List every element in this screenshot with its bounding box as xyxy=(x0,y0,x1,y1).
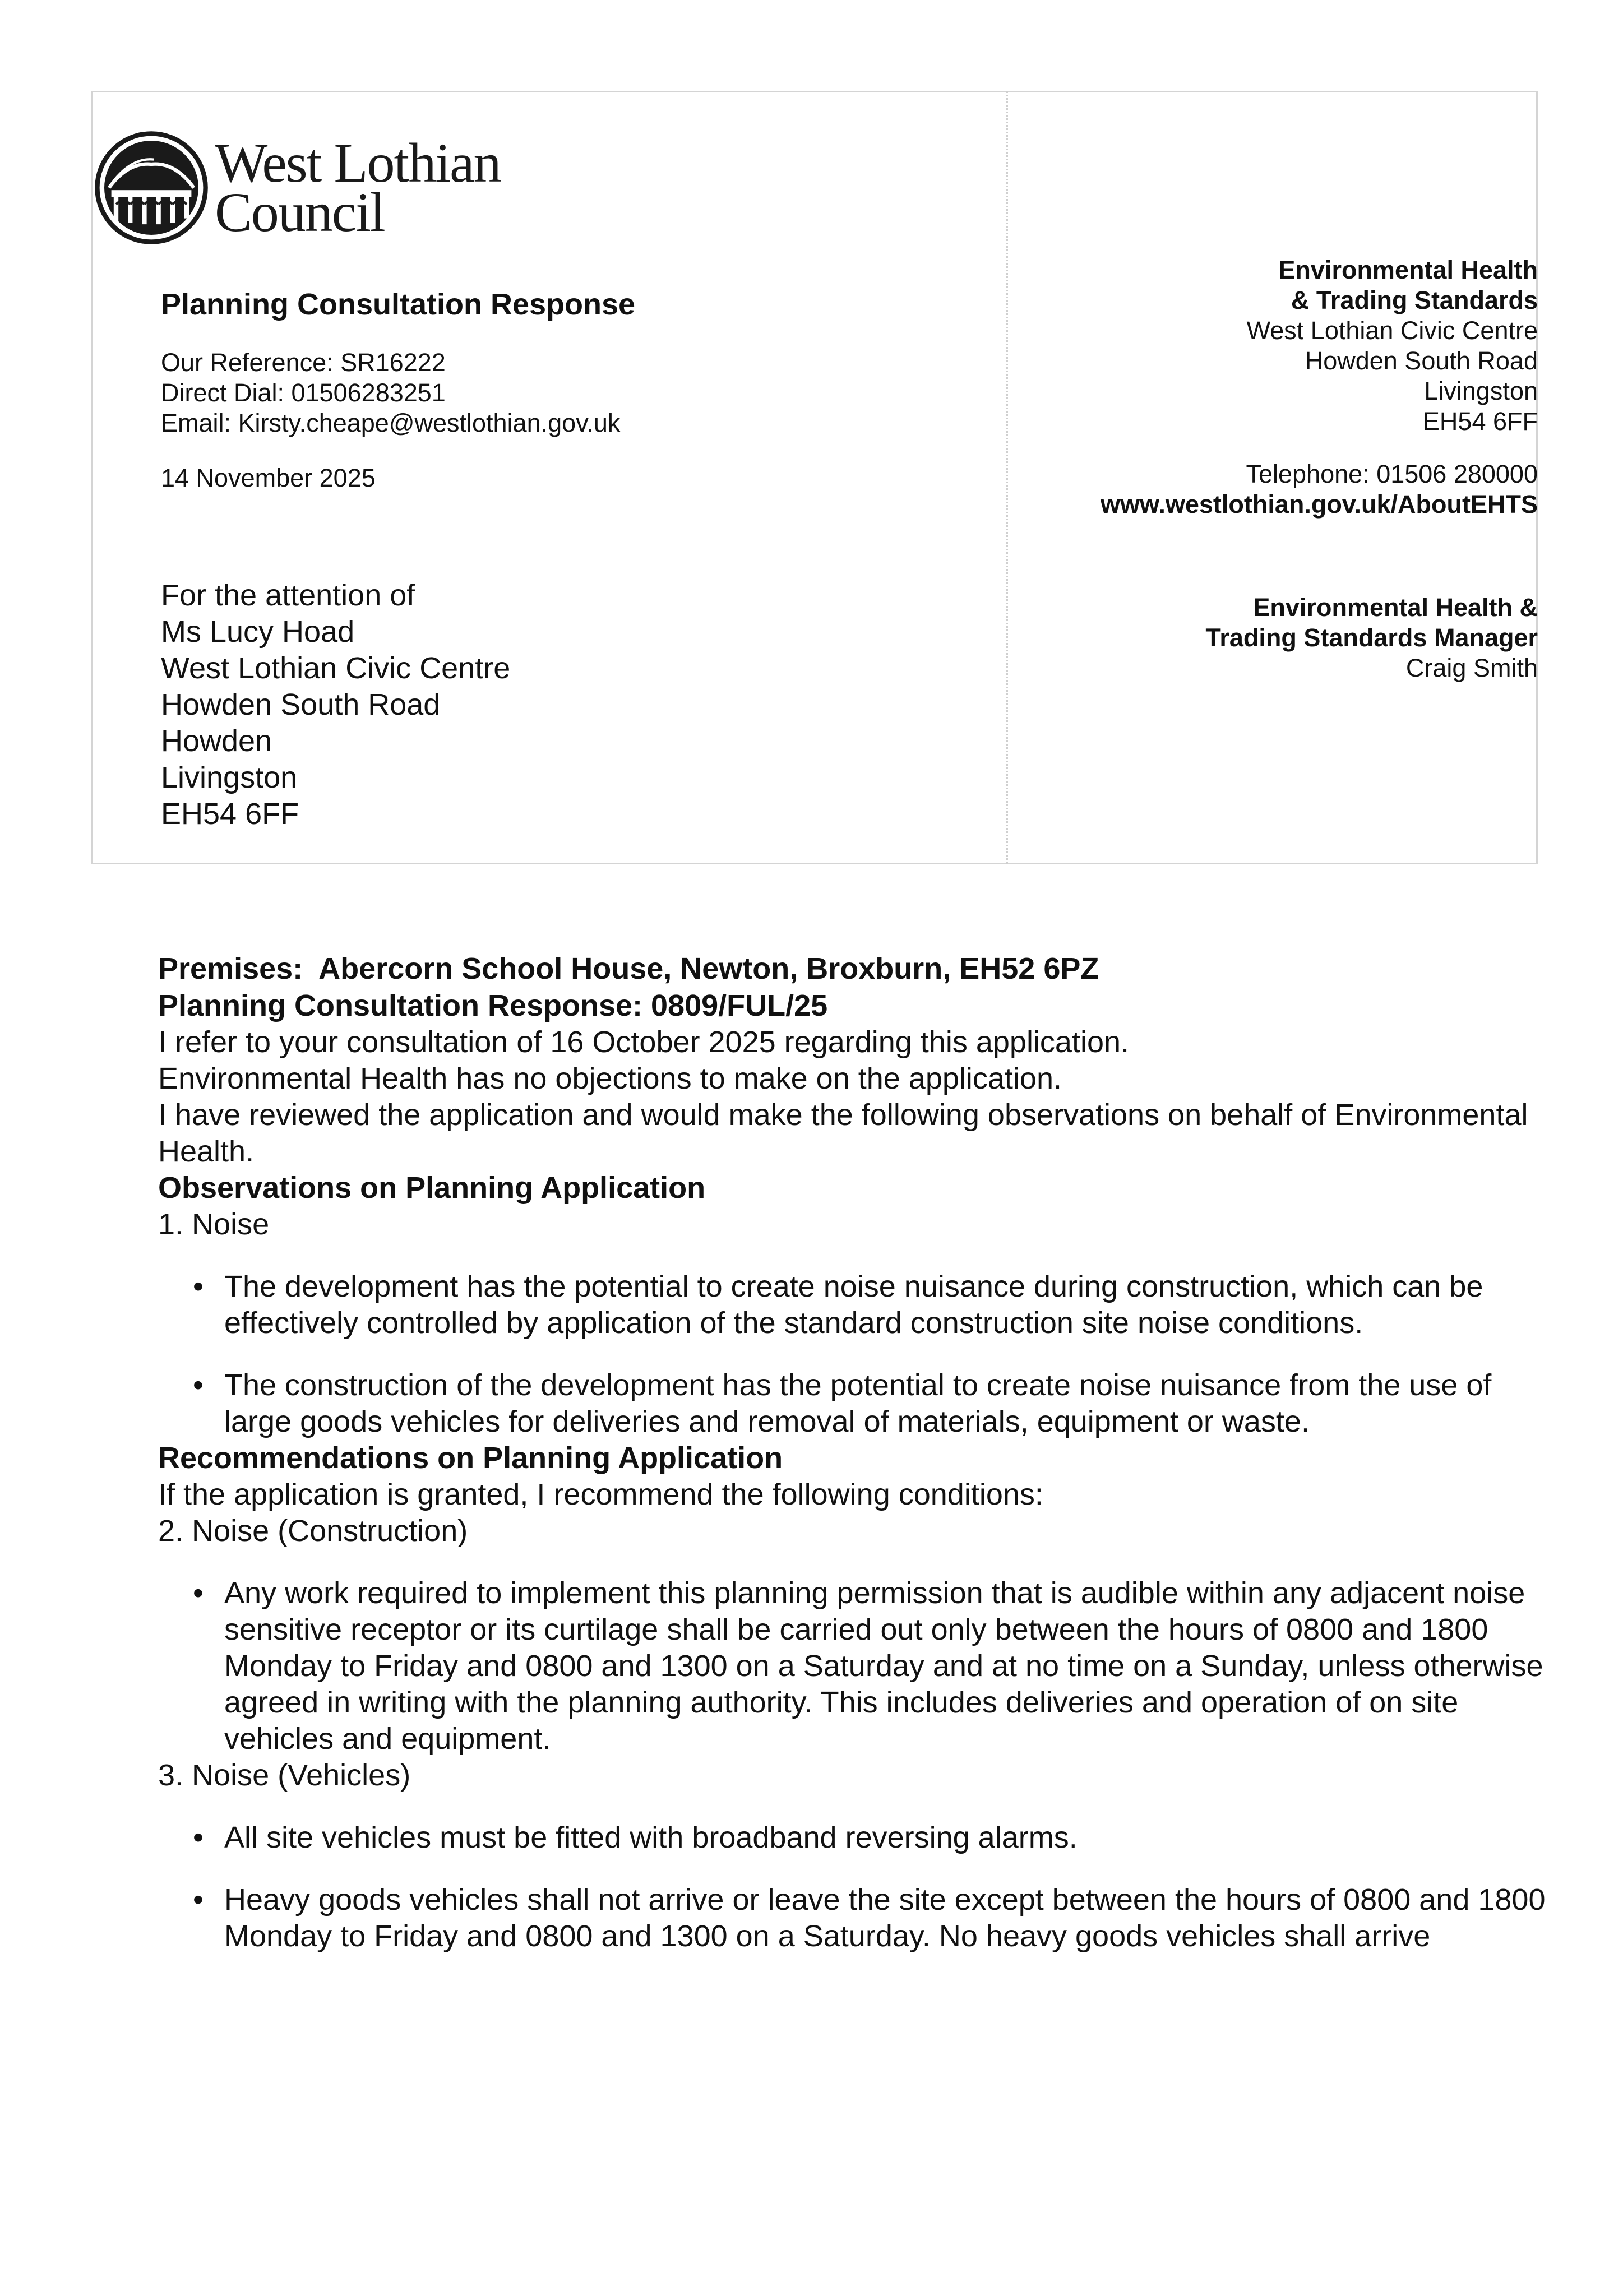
manager-title-line-1: Environmental Health & xyxy=(1253,593,1538,622)
list-item: • Any work required to implement this planning permission that is audible within any adjacent noise sensitive receptor or its curtilage shall be carried out only between the hours of 0800 and 1800 Monday to Friday and 0800 and 1300 on a Saturday and at no time on a Sunday, unless otherwise agreed in writing with the planning authority. This includes deliveries and operation of on site vehicles and equipment. xyxy=(158,1575,1548,1757)
dept-telephone: Telephone: 01506 280000 xyxy=(1246,460,1538,488)
dept-name-line-1: Environmental Health xyxy=(1278,256,1538,284)
direct-dial: Direct Dial: 01506283251 xyxy=(161,378,446,407)
attention-line: Howden xyxy=(161,724,272,758)
list-item: • The construction of the development has the potential to create noise nuisance from the use of large goods vehicles for deliveries and removal of materials, equipment or waste. xyxy=(158,1367,1548,1440)
attention-line: Livingston xyxy=(161,761,298,794)
attention-line: Howden South Road xyxy=(161,688,441,721)
item-1-list xyxy=(158,1269,1548,1440)
item-2-title: 2. Noise (Construction) xyxy=(158,1514,468,1548)
manager-name: Craig Smith xyxy=(1405,654,1538,682)
item-2-list xyxy=(158,1575,1548,1757)
dept-address-line: Howden South Road xyxy=(1305,346,1538,375)
dept-address-line: West Lothian Civic Centre xyxy=(1246,316,1538,345)
recommendations-heading: Recommendations on Planning Application xyxy=(158,1441,783,1475)
reviewed-paragraph: I have reviewed the application and would make the following observations on behalf of Environmental Health. xyxy=(158,1098,1528,1168)
manager-title-line-2: Trading Standards Manager xyxy=(1205,623,1538,652)
viaduct-emblem-icon xyxy=(93,129,210,247)
item-1-title: 1. Noise xyxy=(158,1207,270,1241)
recipient-address xyxy=(161,577,510,832)
attention-line: Ms Lucy Hoad xyxy=(161,615,355,649)
item-3-title: 3. Noise (Vehicles) xyxy=(158,1758,411,1792)
consultation-ref-heading: Planning Consultation Response: 0809/FUL/25 xyxy=(158,989,828,1022)
dept-address-line: Livingston xyxy=(1424,377,1538,405)
logo-line-2: Council xyxy=(215,181,385,243)
letter-date: 14 November 2025 xyxy=(161,464,376,492)
premises-heading: Premises: Abercorn School House, Newton, Broxburn, EH52 6PZ xyxy=(158,952,1099,985)
our-reference: Our Reference: SR16222 xyxy=(161,348,446,377)
observations-heading: Observations on Planning Application xyxy=(158,1171,706,1205)
list-item: • The development has the potential to create noise nuisance during construction, which can be effectively controlled by application of the standard construction site noise conditions. xyxy=(158,1269,1548,1341)
response-title: Planning Consultation Response xyxy=(161,288,636,321)
council-logo xyxy=(93,129,501,247)
list-item: • All site vehicles must be fitted with broadband reversing alarms. xyxy=(158,1820,1548,1856)
item-3-list xyxy=(158,1820,1548,1955)
recommend-intro: If the application is granted, I recommend the following conditions: xyxy=(158,1478,1043,1511)
attention-line: For the attention of xyxy=(161,578,415,612)
attention-line: EH54 6FF xyxy=(161,797,299,831)
no-objections-paragraph: Environmental Health has no objections to make on the application. xyxy=(158,1062,1062,1095)
department-details xyxy=(977,255,1538,683)
list-item: • Heavy goods vehicles shall not arrive or leave the site except between the hours of 0800 and 1800 Monday to Friday and 0800 and 1300 on a Saturday. No heavy goods vehicles shall arrive xyxy=(158,1882,1548,1955)
dept-name-line-2: & Trading Standards xyxy=(1291,286,1538,314)
logo-line-1: West Lothian xyxy=(215,132,501,194)
email-address: Email: Kirsty.cheape@westlothian.gov.uk xyxy=(161,409,621,437)
sender-details xyxy=(161,286,974,493)
dept-address-line: EH54 6FF xyxy=(1422,407,1538,436)
attention-line: West Lothian Civic Centre xyxy=(161,651,511,685)
dept-website-link[interactable]: www.westlothian.gov.uk/AboutEHTS xyxy=(1100,490,1538,519)
letter-body xyxy=(158,950,1548,1955)
intro-paragraph: I refer to your consultation of 16 October 2025 regarding this application. xyxy=(158,1025,1130,1059)
